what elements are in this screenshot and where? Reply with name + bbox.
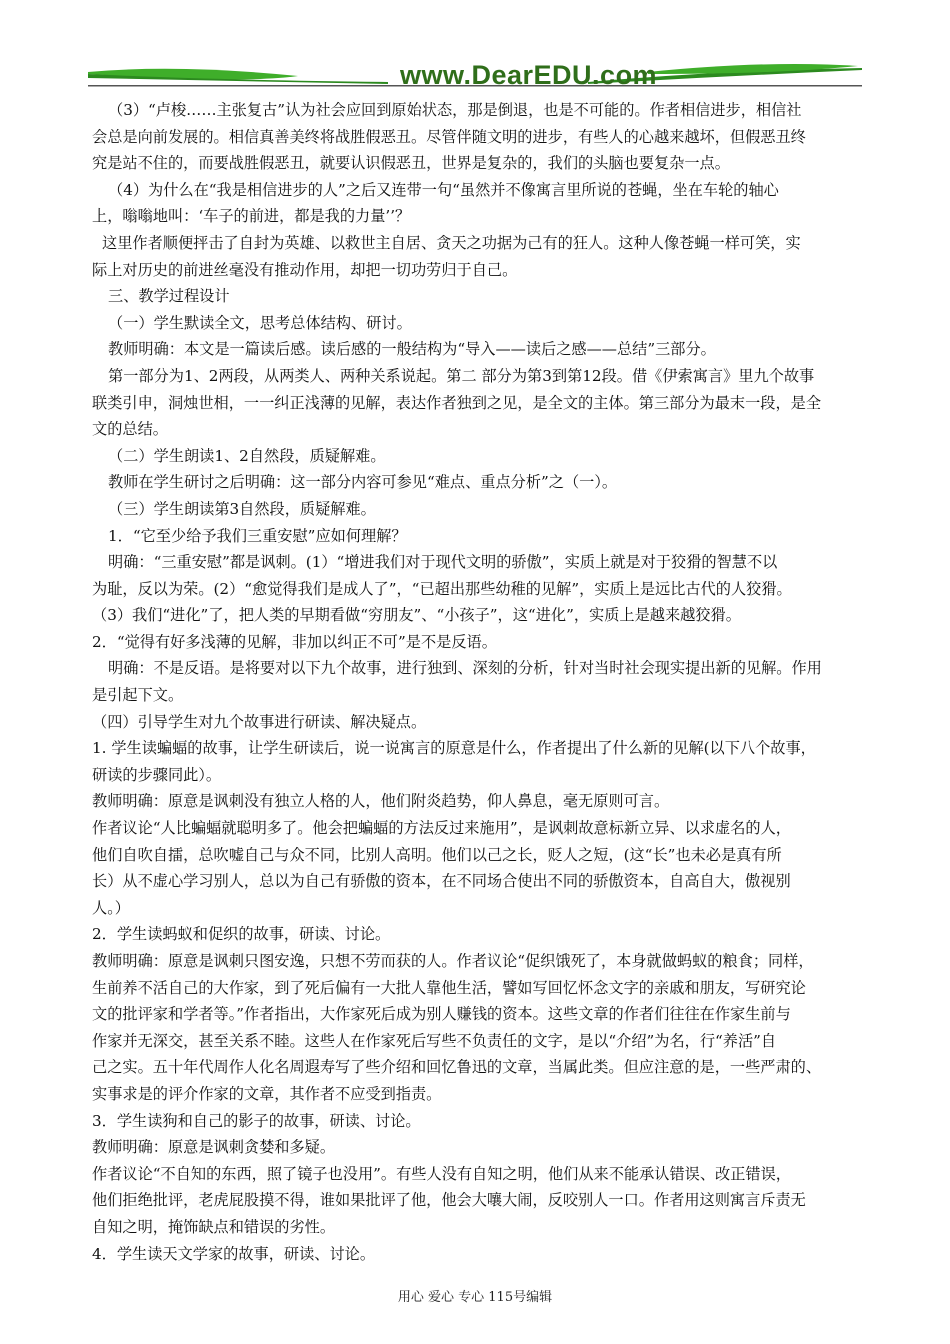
paragraph-line: 教师明确：本文是一篇读后感。读后感的一般结构为“导入——读后之感——总结”三部分。 [108,340,716,359]
paragraph-line: 作家并无深交，甚至关系不睦。这些人在作家死后写些不负责任的文字，是以“介绍”为名，行“养活”自 [92,1031,777,1050]
paragraph-line: 究是站不住的，而要战胜假恶丑，就要认识假恶丑，世界是复杂的，我们的头脑也要复杂一点。 [92,154,730,173]
paragraph-line: 3．学生读狗和自己的影子的故事，研读、讨论。 [92,1111,421,1130]
paragraph-line: 作者议论“人比蝙蝠就聪明多了。他会把蝙蝠的方法反过来施用”，是讽刺故意标新立异、以求虚名的人， [92,819,791,838]
paragraph-line: 生前养不活自己的大作家，到了死后偏有一大批人靠他生活，譬如写回忆怀念文字的亲戚和朋友，写研究论 [92,978,806,997]
paragraph-line: 自知之明，掩饰缺点和错误的劣性。 [92,1217,335,1236]
page-footer: 用心 爱心 专心 115号编辑 [397,1290,553,1305]
paragraph-line: （二）学生朗读1、2自然段，质疑解难。 [108,446,386,465]
paragraph-line: （一）学生默读全文，思考总体结构、研讨。 [108,313,412,332]
site-logo-text[interactable]: www.DearEDU.com [400,60,658,90]
paragraph-line: 长）从不虚心学习别人，总以为自己有骄傲的资本，在不同场合使出不同的骄傲资本，自高自大，傲视别 [92,872,791,891]
paragraph-line: 2．学生读蚂蚁和促织的故事，研读、讨论。 [92,925,391,944]
paragraph-line: 是引起下文。 [92,686,184,705]
paragraph-line: 际上对历史的前进丝毫没有推动作用，却把一切功劳归于自己。 [92,260,518,279]
paragraph-line: 作者议论“不自知的东西，照了镜子也没用”。有些人没有自知之明，他们从来不能承认错误、改正错误， [92,1164,791,1183]
paragraph-line: 教师明确：原意是讽刺贪婪和多疑。 [92,1138,335,1157]
paragraph-line: 1. 学生读蝙蝠的故事，让学生研读后，说一说寓言的原意是什么，作者提出了什么新的见解(以下八个故事， [92,739,816,758]
paragraph-line: 这里作者顺便抨击了自封为英雄、以救世主自居、贪天之功据为己有的狂人。这种人像苍蝇一样可笑，实 [102,233,801,252]
paragraph-line: 文的总结。 [92,420,168,439]
paragraph-line: 第一部分为1、2两段，从两类人、两种关系说起。第二 部分为第3到第12段。借《伊索寓言》里九个故事 [108,366,815,385]
paragraph-line: 他们自吹自擂，总吹嘘自己与众不同，比别人高明。他们以己之长，贬人之短，(这“长”也未必是真有所 [92,845,782,864]
document-body [92,97,862,1267]
paragraph-line: 教师明确：原意是讽刺没有独立人格的人，他们附炎趋势，仰人鼻息，毫无原则可言。 [92,792,670,811]
paragraph-line: 1．“它至少给予我们三重安慰”应如何理解？ [108,526,407,545]
paragraph-line: 实事求是的评介作家的文章，其作者不应受到指责。 [92,1084,442,1103]
paragraph-line: 为耻，反以为荣。(2）“愈觉得我们是成人了”，“已超出那些幼稚的见解”，实质上是远比古代的人狡猾。 [92,579,792,598]
paragraph-line: 教师在学生研讨之后明确：这一部分内容可参见“难点、重点分析”之（一）。 [108,473,618,492]
paragraph-line: 他们拒绝批评，老虎屁股摸不得，谁如果批评了他，他会大嚷大闹，反咬别人一口。作者用这则寓言斥责无 [92,1191,806,1210]
paragraph-line: 教师明确：原意是讽刺只图安逸，只想不劳而获的人。作者议论“促织饿死了，本身就做蚂蚁的粮食；同样， [92,952,814,970]
paragraph-line: 研读的步骤同此）。 [92,765,222,784]
paragraph-line: 明确：不是反语。是将要对以下九个故事，进行独到、深刻的分析，针对当时社会现实提出新的见解。作用 [108,659,822,678]
paragraph-line: （4）为什么在“我是相信进步的人”之后又连带一句“虽然并不像寓言里所说的苍蝇，坐在车轮的轴心 [108,180,779,199]
paragraph-line: 人。） [92,898,130,917]
paragraph-line: 己之实。五十年代周作人化名周遐寿写了些介绍和回忆鲁迅的文章，当属此类。但应注意的是，一些严肃的、 [92,1058,821,1077]
paragraph-line: 2．“觉得有好多浅薄的见解，非加以纠正不可”是不是反语。 [92,632,497,651]
paragraph-line: 联类引申，洞烛世相，一一纠正浅薄的见解，表达作者独到之见，是全文的主体。第三部分为最末一段，是全 [92,393,821,412]
paragraph-line: 4．学生读天文学家的故事，研读、讨论。 [92,1244,376,1263]
paragraph-line: 上，嗡嗡地叫：‘车子的前进，都是我的力量’’？ [92,207,411,226]
paragraph-line: 文的批评家和学者等。”作者指出，大作家死后成为别人赚钱的资本。这些文章的作者们往往在作家生前与 [92,1005,791,1024]
paragraph-line: 会总是向前发展的。相信真善美终将战胜假恶丑。尽管伴随文明的进步，有些人的心越来越坏，但假恶丑终 [92,127,806,146]
paragraph-line: 明确：“三重安慰”都是讽刺。(1）“增进我们对于现代文明的骄傲”，实质上就是对于狡猾的智慧不以 [108,553,778,572]
site-header-banner [88,58,862,94]
paragraph-line: （3）“卢梭……主张复古”认为社会应回到原始状态，那是倒退，也是不可能的。作者相信进步，相信社 [108,101,802,119]
paragraph-line: （四）引导学生对九个故事进行研读、解决疑点。 [92,712,427,731]
section-heading: 三、教学过程设计 [108,287,230,306]
paragraph-line: （三）学生朗读第3自然段，质疑解难。 [108,499,376,518]
paragraph-line: （3）我们“进化”了，把人类的早期看做“穷朋友”、“小孩子”，这“进化”，实质上是越来越狡猾。 [92,606,741,625]
